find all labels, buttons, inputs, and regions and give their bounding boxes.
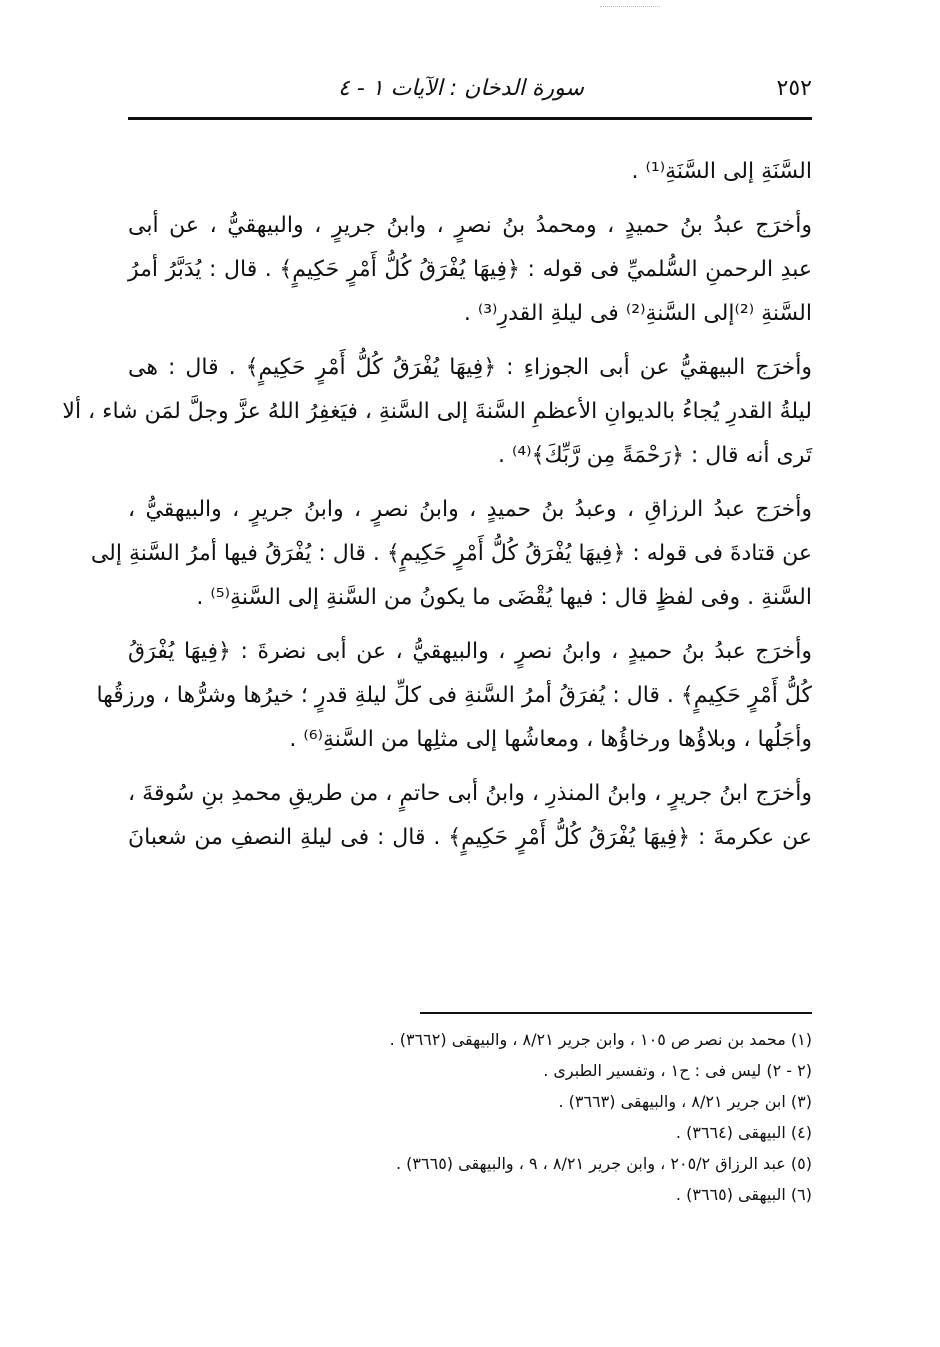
text-line: عن عكرمةَ : ﴿فِيهَا يُفْرَقُ كُلُّ أَمْرٍ حَكِيمٍ﴾ . قال : فى ليلةِ النصفِ من شعبانَ [128,825,812,850]
text-line: وأخرَج عبدُ بنُ حميدٍ ، ومحمدُ بنُ نصرٍ ، وابنُ جريرٍ ، والبيهقيُّ ، عن أبى [128,213,812,238]
text-line: وأخرَج ابنُ جريرٍ ، وابنُ المنذرِ ، وابنُ أبى حاتمٍ ، من طريقِ محمدِ بنِ سُوقةَ ، [128,781,812,806]
text-line: عبدِ الرحمنِ السُّلميِّ فى قوله : ﴿فِيهَا يُفْرَقُ كُلُّ أَمْرٍ حَكِيمٍ﴾ . قال : يُدَبَّرُ أمرُ [128,257,812,282]
running-title: سورة الدخان : الآيات ١ - ٤ [338,76,584,101]
main-text [62,150,812,870]
text-line: كُلُّ أَمْرٍ حَكِيمٍ﴾ . قال : يُفرَقُ أمرُ السَّنةِ فى كلِّ ليلةِ قدرٍ ؛ خيرُها وشرُّها ، ورزقُها [96,683,812,708]
paragraph [90,488,812,620]
text-line: وأخرَج عبدُ بنُ حميدٍ ، وابنُ نصرٍ ، والبيهقيُّ ، عن أبى نضرةَ : ﴿فِيهَا يُفْرَقُ [128,639,812,664]
footnote: (٢ - ٢) ليس فى : ح١ ، وتفسير الطبرى . [543,1061,812,1080]
scan-artifact-dots [600,6,660,9]
footnote-rule [420,1012,812,1014]
text-line: السَّنةِ . وفى لفظٍ قال : فيها يُقْضَى ما يكونُ من السَّنةِ إلى السَّنةِ⁽⁵⁾ . [196,585,812,610]
header-rule [128,117,812,120]
footnote: (٦) البيهقى (٣٦٦٥) . [675,1185,812,1204]
text-line: عن قتادةَ فى قوله : ﴿فِيهَا يُفْرَقُ كُلُّ أَمْرٍ حَكِيمٍ﴾ . قال : يُفْرَقُ فيها أمرُ السَّنةِ إلى [90,541,812,566]
paragraph [128,204,812,336]
text-line: تَرى أنه قال : ﴿رَحْمَةً مِن رَّبِّكَ﴾⁽⁴⁾ . [497,443,812,468]
text-line: ليلةُ القدرِ يُجاءُ بالديوانِ الأعظمِ السَّنةَ إلى السَّنةِ ، فيَغفِرُ اللهُ عزَّ وجلَّ لمَن شاء ، ألا [62,399,812,424]
running-header [128,72,812,106]
paragraph [128,150,812,194]
paragraph [128,772,812,860]
footnotes [128,1024,812,1210]
paragraph [62,346,812,478]
text-line: السَّنَةِ إلى السَّنَةِ⁽¹⁾ . [631,159,812,184]
footnote: (٣) ابن جرير ٨/٢١ ، والبيهقى (٣٦٦٣) . [558,1092,812,1111]
text-line: وأخرَج عبدُ الرزاقِ ، وعبدُ بنُ حميدٍ ، وابنُ نصرٍ ، وابنُ جريرٍ ، والبيهقيُّ ، [128,497,812,522]
text-line: السَّنةِ ⁽²⁾إلى السَّنةِ⁽²⁾ فى ليلةِ القدرِ⁽³⁾ . [463,301,812,326]
footnote: (١) محمد بن نصر ص ١٠٥ ، وابن جرير ٨/٢١ ، والبيهقى (٣٦٦٢) . [389,1030,812,1049]
footnote: (٤) البيهقى (٣٦٦٤) . [675,1123,812,1142]
text-line: وأخرَج البيهقيُّ عن أبى الجوزاءِ : ﴿فِيهَا يُفْرَقُ كُلُّ أَمْرٍ حَكِيمٍ﴾ . قال : هى [128,355,812,380]
page-number: ٢٥٢ [776,76,812,101]
footnote: (٥) عبد الرزاق ٢٠٥/٢ ، وابن جرير ٨/٢١ ، ٩ ، والبيهقى (٣٦٦٥) . [395,1154,812,1173]
text-line: وأجَلُها ، وبلاؤُها ورخاؤُها ، ومعاشُها إلى مثلِها من السَّنةِ⁽⁶⁾ . [289,727,812,752]
paragraph [96,630,812,762]
